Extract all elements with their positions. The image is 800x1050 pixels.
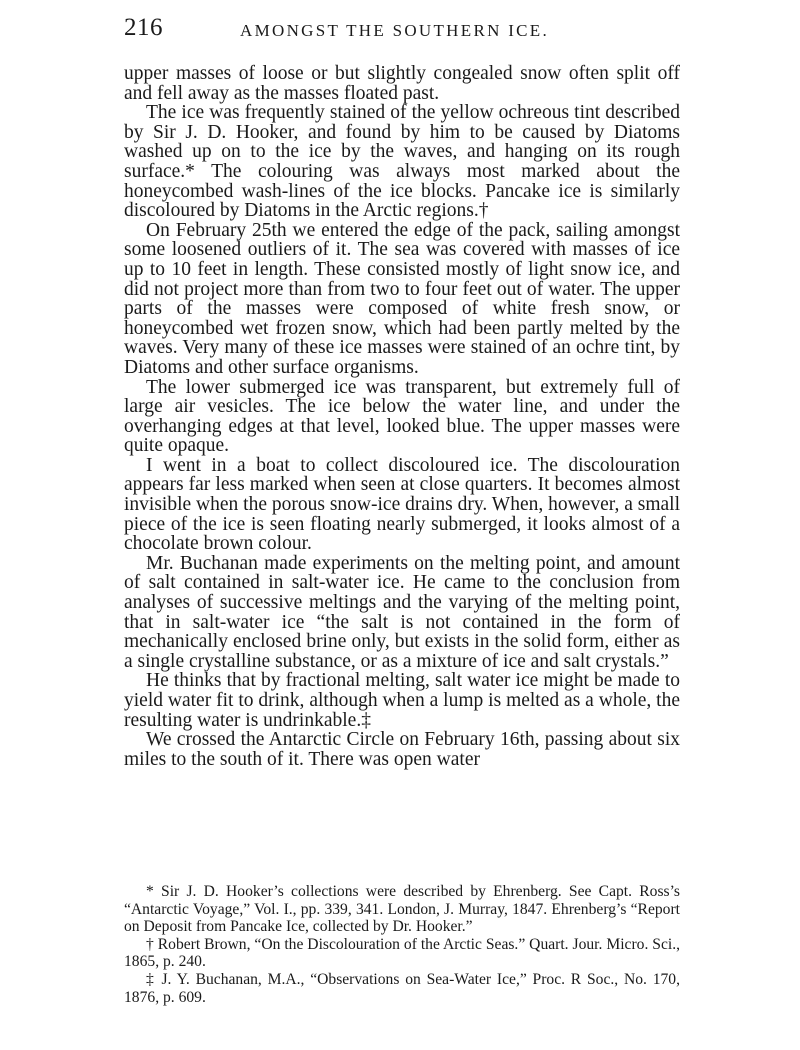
paragraph: The ice was frequently stained of the yellow ochreous tint described by Sir J. D. Hooker, and found by him to be caused by Diatoms washed up on to the ice by the waves, and hanging on its rough surface.* The colouring was always most marked about the honeycombed wash-lines of the ice blocks. Pancake ice is similarly discoloured by Diatoms in the Arctic regions.† <box>124 102 680 222</box>
body-text <box>124 64 680 769</box>
page-header <box>124 14 680 50</box>
running-head: AMONGST THE SOUTHERN ICE. <box>240 21 550 40</box>
footnotes <box>124 883 680 1006</box>
paragraph: The lower submerged ice was transparent, but extremely full of large air vesicles. The ice below the water line, and under the overhanging edges at that level, looked blue. The upper masses were quite opaque. <box>124 376 680 457</box>
paragraph: upper masses of loose or but slightly congealed snow often split off and fell away as the masses floated past. <box>124 63 680 104</box>
paragraph: On February 25th we entered the edge of the pack, sailing amongst some loosened outliers of it. The sea was covered with masses of ice up to 10 feet in length. These consisted mostly of light snow ice, and did not project more than from two to four feet out of water. The upper parts of the masses were composed of white fresh snow, or honeycombed wet frozen snow, which had been partly melted by the waves. Very many of these ice masses were stained of an ochre tint, by Diatoms and other surface organisms. <box>124 219 680 378</box>
footnote: * Sir J. D. Hooker’s collections were described by Ehrenberg. See Capt. Ross’s “Antarctic Voyage,” Vol. I., pp. 339, 341. London, J. Murray, 1847. Ehrenberg’s “Report on Deposit from Pancake Ice, collected by Dr. Hooker.” <box>124 883 680 936</box>
paragraph: Mr. Buchanan made experiments on the melting point, and amount of salt contained in salt-water ice. He came to the conclusion from analyses of successive meltings and the varying of the melting point, that in salt-water ice “the salt is not contained in the form of mechanically enclosed brine only, but exists in the solid form, either as a single crystalline substance, or as a mixture of ice and salt crystals.” <box>124 552 680 672</box>
paragraph: I went in a boat to collect discoloured ice. The discolouration appears far less marked when seen at close quarters. It becomes almost invisible when the porous snow-ice drains dry. When, however, a small piece of the ice is seen floating nearly submerged, it looks almost of a chocolate brown colour. <box>124 454 680 555</box>
paragraph: We crossed the Antarctic Circle on February 16th, passing about six miles to the south of it. There was open water <box>124 729 680 770</box>
page-number: 216 <box>124 14 163 41</box>
footnote: ‡ J. Y. Buchanan, M.A., “Observations on Sea-Water Ice,” Proc. R Soc., No. 170, 1876, p. 609. <box>124 970 680 1006</box>
paragraph: He thinks that by fractional melting, salt water ice might be made to yield water fit to drink, although when a lump is melted as a whole, the resulting water is undrinkable.‡ <box>124 670 680 731</box>
footnote: † Robert Brown, “On the Discolouration of the Arctic Seas.” Quart. Jour. Micro. Sci., 1865, p. 240. <box>124 935 680 971</box>
